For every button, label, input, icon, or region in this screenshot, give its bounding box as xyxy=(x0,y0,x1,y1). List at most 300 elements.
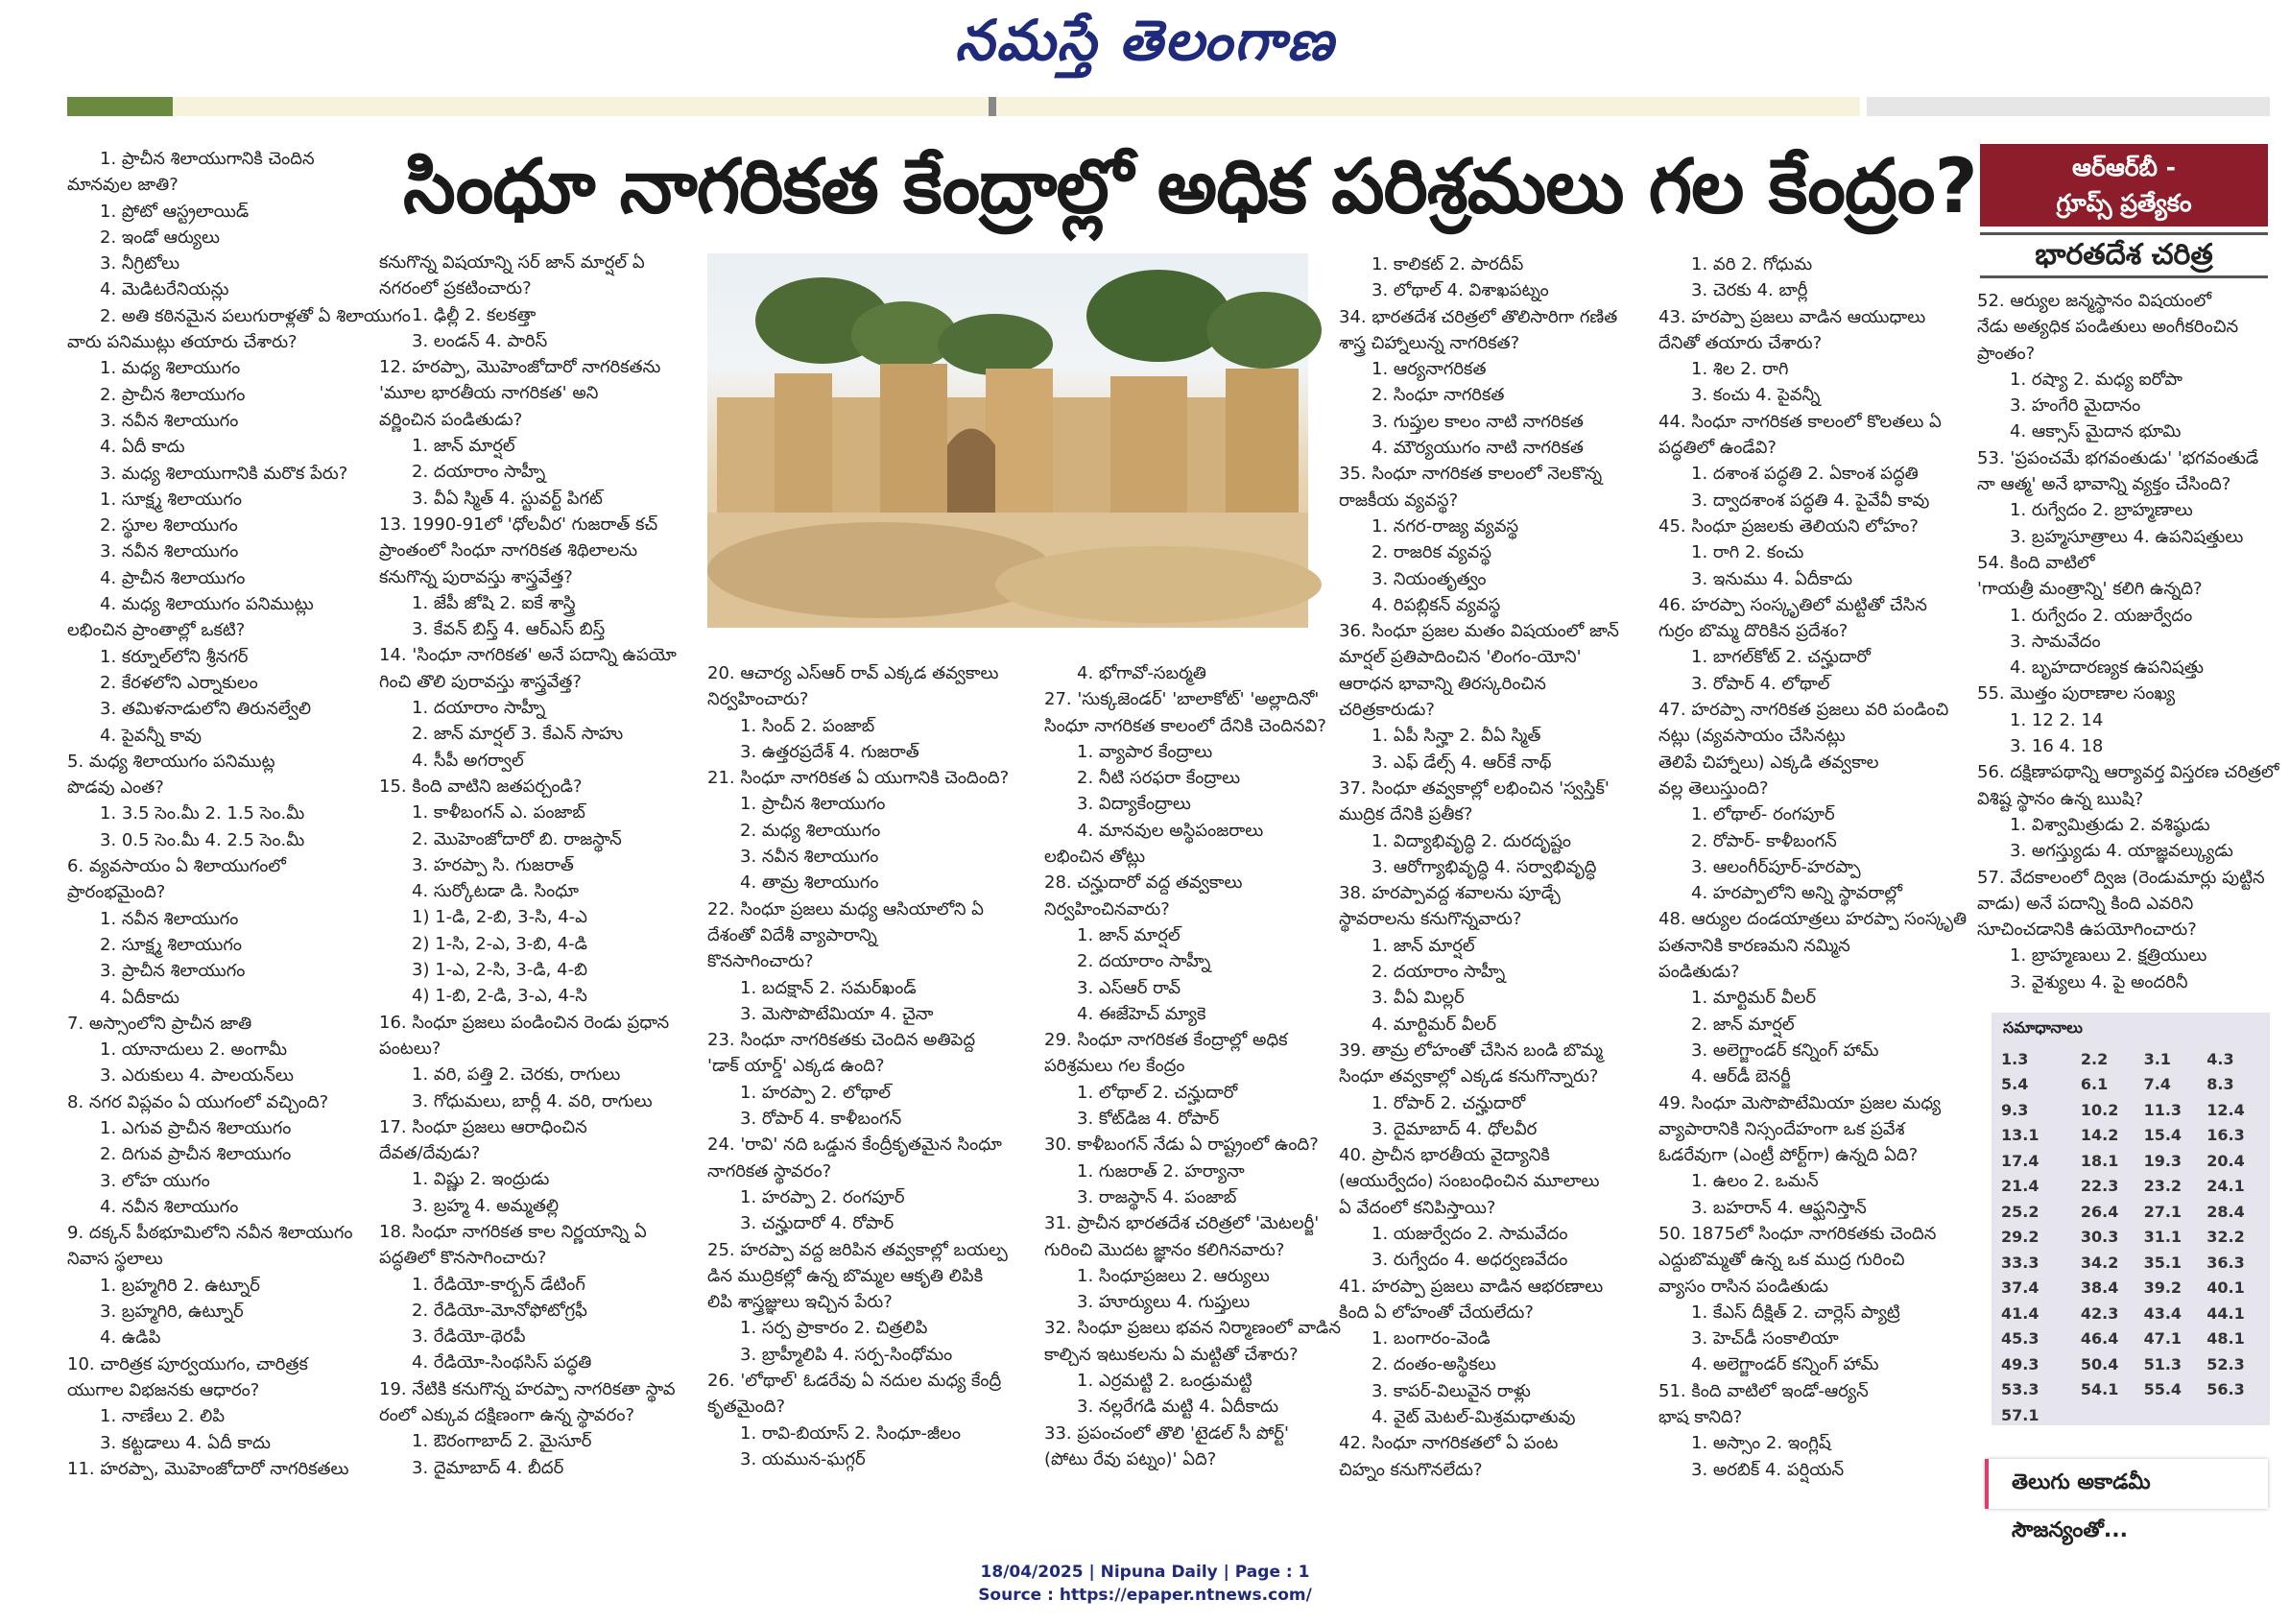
question-line: నివాస స్థలాలు xyxy=(67,1249,163,1270)
answer-row xyxy=(2001,1301,2270,1326)
question-line: పంటలు? xyxy=(379,1038,441,1059)
question-line: 3. గోధుమలు, బార్లీ 4. వరి, రాగులు xyxy=(412,1090,653,1111)
answer-cell: 5.4 xyxy=(2001,1075,2029,1094)
question-line: నా ఆత్మ' అనే భావాన్ని వ్యక్తం చేసింది? xyxy=(1977,474,2231,495)
question-line: 1. కాళీబంగన్ ఎ. పంజాబ్ xyxy=(412,802,585,824)
question-line: 3. ద్వాదశాంశ పద్ధతి 4. పైవేవీ కావు xyxy=(1691,490,1930,511)
question-line: 1. విశ్వామిత్రుడు 2. వశిష్ఠుడు xyxy=(2010,814,2210,835)
question-line: 3. బ్రహ్మసూత్రాలు 4. ఉపనిషత్తులు xyxy=(2010,526,2244,547)
question-line: 2. జాన్ మార్షల్ 3. కేఎన్ సాహు xyxy=(412,724,624,745)
section-tag-line1: ఆర్‌ఆర్‌బీ - xyxy=(2072,154,2176,181)
question-line: సూచించడానికి ఉపయోగించారు? xyxy=(1977,919,2197,941)
question-line: 4. ప్రాచీన శిలాయుగం xyxy=(100,567,246,588)
question-line: 1. కాలికట్ 2. పారదీప్ xyxy=(1372,254,1524,275)
question-line: 1. నవీన శిలాయుగం xyxy=(100,908,239,929)
question-line: 1. యజుర్వేదం 2. సామవేదం xyxy=(1372,1223,1568,1244)
question-line: నట్లు (వ్యవసాయం చేసినట్లు xyxy=(1658,726,1846,747)
question-line: 57. వేదకాలంలో ద్విజ (రెండుమార్లు పుట్టిన xyxy=(1977,867,2265,888)
question-line: 26. 'లోథాల్' ఓడరేవు ఏ నదుల మధ్య కేంద్రీ xyxy=(707,1371,1002,1392)
credit-box: తెలుగు అకాడమీ సౌజన్యంతో... xyxy=(1985,1459,2268,1509)
answer-row xyxy=(2001,1123,2270,1149)
question-line: మానవుల జాతి? xyxy=(67,175,179,196)
question-line: 3. ప్రాచీన శిలాయుగం xyxy=(100,961,246,982)
question-line: ప్రాంతంలో సింధూ నాగరికత శిథిలాలను xyxy=(379,540,638,561)
question-line: పొడవు ఎంత? xyxy=(67,777,164,799)
question-line: 3. దైమాబాద్ 4. బీదర్ xyxy=(412,1457,564,1478)
question-line: 1. ఉలం 2. ఒమన్ xyxy=(1691,1171,1819,1192)
question-line: వ్యాసం రాసిన పండితుడు xyxy=(1658,1276,1828,1297)
question-line: ఏ వేదంలో కనిపిస్తాయి? xyxy=(1339,1197,1496,1218)
question-line: 3. ఎఫ్ డేల్స్ 4. ఆర్‌కే నాథ్ xyxy=(1372,752,1552,773)
question-line: 1. గుజరాత్ 2. హర్యానా xyxy=(1077,1160,1245,1182)
question-line: 3. బహరాన్ 4. ఆఫ్ఘనిస్తాన్ xyxy=(1691,1197,1867,1218)
answer-row xyxy=(2001,1402,2270,1428)
answer-cell: 11.3 xyxy=(2143,1100,2183,1119)
answer-row xyxy=(2001,1225,2270,1251)
answer-cell: 57.1 xyxy=(2001,1405,2040,1424)
question-line: కొనసాగించారు? xyxy=(707,951,814,972)
question-line: 3. హరప్పా సి. గుజరాత్ xyxy=(412,854,574,875)
footer-source: Source : https://epaper.ntnews.com/ xyxy=(978,1586,1312,1605)
answer-cell: 1.3 xyxy=(2001,1049,2029,1068)
question-line: ఆరాధన భావాన్ని తిరస్కరించిన xyxy=(1339,673,1546,694)
answer-cell: 23.2 xyxy=(2143,1177,2183,1196)
question-line: 1. మార్టిమర్ వీలర్ xyxy=(1691,988,1817,1009)
question-line: 48. ఆర్యుల దండయాత్రలు హరప్పా సంస్కృతి xyxy=(1658,909,1968,930)
question-column-6 xyxy=(1658,251,1975,1528)
question-line: 1. యానాదులు 2. అంగామీ xyxy=(100,1039,288,1061)
question-line: 34. భారతదేశ చరిత్రలో తొలిసారిగా గణిత xyxy=(1339,306,1618,327)
question-line: 1. ప్రాచీన శిలాయుగానికి చెందిన xyxy=(100,149,315,169)
question-line: ప్రారంభమైంది? xyxy=(67,882,166,903)
question-line: 2. రాజరిక వ్యవస్థ xyxy=(1372,542,1491,563)
question-line: 29. సింధూ నాగరికత కేంద్రాల్లో అధిక xyxy=(1044,1030,1288,1051)
question-line: 1. వరి 2. గోధుమ xyxy=(1691,254,1813,275)
question-line: 4. మౌర్యయుగం నాటి నాగరికత xyxy=(1372,438,1584,459)
answer-cell: 51.3 xyxy=(2143,1354,2183,1373)
question-line: 19. నేటికి కనుగొన్న హరప్పా నాగరికతా స్థావ xyxy=(379,1378,676,1399)
question-line: 3. బ్రహ్మగిరి, ఉట్నూర్ xyxy=(100,1302,244,1323)
question-line: 33. ప్రపంచంలో తొలి 'టైడల్ సీ పోర్ట్' xyxy=(1044,1422,1289,1444)
question-line: సింధూ నాగరికత కాలంలో దేనికి చెందినవి? xyxy=(1044,715,1326,736)
question-line: 3. నీగ్రిటోలు xyxy=(100,253,180,275)
answer-cell: 10.2 xyxy=(2080,1100,2119,1119)
question-line: 2. ప్రాచీన శిలాయుగం xyxy=(100,384,246,405)
answer-cell: 3.1 xyxy=(2143,1049,2171,1068)
header-band-cream-2 xyxy=(996,97,1860,116)
question-line: 1. ఎగువ ప్రాచీన శిలాయుగం xyxy=(100,1117,292,1138)
question-line: 2. సూక్ష్మ శిలాయుగం xyxy=(100,934,242,955)
question-line: 2. దయారాం సాహ్నీ xyxy=(412,462,546,483)
question-line: 1. బ్రహ్మగిరి 2. ఉట్నూర్ xyxy=(100,1275,260,1296)
question-line: 1. వ్యాపార కేంద్రాలు xyxy=(1077,741,1213,762)
fort-photo xyxy=(707,253,1308,628)
page-headline: సింధూ నాగరికత కేంద్రాల్లో అధిక పరిశ్రమలు గల కేంద్రం? xyxy=(403,144,1977,230)
question-line: 1. ప్రాచీన శిలాయుగం xyxy=(740,794,886,815)
question-line: 3. సామవేదం xyxy=(2010,631,2101,652)
question-line: చరిత్రకారుడు? xyxy=(1339,700,1435,721)
answer-row xyxy=(2001,1377,2270,1403)
question-line: 44. సింధూ నాగరికత కాలంలో కొలతలు ఏ xyxy=(1658,411,1942,432)
question-line: స్థావరాలను కనుగొన్నవారు? xyxy=(1339,909,1522,930)
question-line: 'డాక్ యార్డ్' ఎక్కడ ఉంది? xyxy=(707,1056,885,1077)
question-line: 1. సింధూప్రజలు 2. ఆర్యులు xyxy=(1077,1265,1270,1286)
question-line: 17. సింధూ ప్రజలు ఆరాధించిన xyxy=(379,1116,587,1137)
question-line: 3. హంగేరి మైదానం xyxy=(2010,395,2141,417)
question-line: 3. కేవన్ బిస్త్ 4. ఆర్ఎస్ బిస్త్ xyxy=(412,619,606,640)
question-line: 14. 'సింధూ నాగరికత' అనే పదాన్ని ఉపయో xyxy=(379,645,677,666)
answer-cell: 37.4 xyxy=(2001,1278,2040,1298)
question-line: 3. ఎరుకులు 4. పాలయన్‌లు xyxy=(100,1065,294,1087)
question-line: 4. వైట్ మెటల్-మిశ్రమధాతువు xyxy=(1372,1407,1576,1428)
question-line: 2) 1-సి, 2-ఎ, 3-బి, 4-డి xyxy=(412,933,587,954)
answers-title: సమాధానాలు xyxy=(2003,1018,2083,1037)
question-line: కాల్చిన ఇటుకలను ఏ మట్టితో చేశారు? xyxy=(1044,1344,1299,1365)
question-line: 4. రేడియో-సింథసిస్ పద్ధతి xyxy=(412,1352,592,1373)
question-line: ఓడరేవుగా (ఎంట్రీ పోర్ట్‌గా) ఉన్నది ఏది? xyxy=(1658,1145,1919,1166)
question-line: 4. ఏదీ కాదు xyxy=(100,437,185,458)
question-line: 1. బంగారం-వెండి xyxy=(1372,1328,1491,1349)
question-line: 9. దక్కన్ పీఠభూమిలోని నవీన శిలాయుగం xyxy=(67,1223,353,1244)
answer-cell: 56.3 xyxy=(2207,1380,2245,1399)
question-line: 1. జాన్ మార్షల్ xyxy=(412,436,515,457)
question-line: వల్ల తెలుస్తుంది? xyxy=(1658,777,1769,799)
question-line: 3. బ్రహ్మ 4. అమ్మతల్లి xyxy=(412,1195,560,1216)
question-line: 1. కేఎస్ దీక్షిత్ 2. చార్లెస్ ప్యాట్రి xyxy=(1691,1302,1900,1323)
masthead xyxy=(0,8,2290,84)
question-line: 28. చన్హుదారో వద్ద తవ్వకాలు xyxy=(1044,872,1243,894)
question-line: 3. నవీన శిలాయుగం xyxy=(100,541,239,562)
question-line: 3. చెరకు 4. బార్లీ xyxy=(1691,280,1808,301)
question-line: 1. బాగల్‌కోట్ 2. చన్హుదారో xyxy=(1691,647,1872,668)
question-line: 1. లోథాల్ 2. చన్హుదారో xyxy=(1077,1082,1238,1103)
question-line: 53. 'ప్రపంచమే భగవంతుడు' 'భగవంతుడే xyxy=(1977,447,2259,468)
answers-box xyxy=(1992,1013,2270,1425)
header-band-green xyxy=(67,97,173,116)
question-line: 2. స్థూల శిలాయుగం xyxy=(100,515,238,537)
footer xyxy=(0,1561,2290,1607)
question-line: 1. జాన్ మార్షల్ xyxy=(1077,924,1181,945)
question-line: 4. మధ్య శిలాయుగం పనిముట్లు xyxy=(100,594,314,615)
question-line: నాగరికత స్థావరం? xyxy=(707,1160,832,1182)
question-line: 1. ఢిల్లీ 2. కలకత్తా xyxy=(412,304,537,325)
question-line: 2. దిగువ ప్రాచీన శిలాయుగం xyxy=(100,1144,292,1165)
answer-cell: 14.2 xyxy=(2080,1126,2119,1145)
answer-cell: 8.3 xyxy=(2207,1075,2234,1094)
question-line: 3. బ్రాహ్మీలిపి 4. సర్ప-సింధోమం xyxy=(740,1344,953,1365)
question-line: 30. కాళీబంగన్ నేడు ఏ రాష్ట్రంలో ఉంది? xyxy=(1044,1134,1319,1156)
question-line: తెలిపే చిహ్నాలు) ఎక్కడి తవ్వకాల xyxy=(1658,752,1879,773)
question-line: 1. రుగ్వేదం 2. బ్రాహ్మణాలు xyxy=(2010,500,2193,521)
question-line: 3. లోహ యుగం xyxy=(100,1170,210,1191)
question-line: డిన ముద్రికల్లో ఉన్న బొమ్మల ఆకృతి లిపికి xyxy=(707,1265,984,1286)
question-line: 1. ఎర్రమట్టి 2. ఒండ్రుమట్టి xyxy=(1077,1371,1252,1392)
question-line: 2. దంతం-అస్థికలు xyxy=(1372,1354,1496,1375)
question-line: శాస్త్ర చిహ్నాలున్న నాగరికత? xyxy=(1339,332,1520,353)
question-line: 3. వీఏ మిల్లర్ xyxy=(1372,988,1465,1009)
question-line: 47. హరప్పా నాగరికత ప్రజలు వరి పండించి xyxy=(1658,700,1949,721)
question-line: 37. సింధూ తవ్వకాల్లో లభించిన 'స్వస్తిక్' xyxy=(1339,777,1610,799)
question-line: కనుగొన్న విషయాన్ని సర్ జాన్ మార్షల్ ఏ xyxy=(379,252,645,273)
question-line: 1. ఆర్యనాగరికత xyxy=(1372,359,1487,380)
question-line: 2. దయారాం సాహ్నీ xyxy=(1077,951,1211,972)
question-line: 4. ఉడిపి xyxy=(100,1327,161,1349)
answer-row xyxy=(2001,1326,2270,1352)
question-line: 4. బృహదారణ్యక ఉపనిషత్తు xyxy=(2010,657,2204,679)
question-line: 12. హరప్పా, మొహెంజోదారో నాగరికతను xyxy=(379,357,661,378)
footer-dateline: 18/04/2025 | Nipuna Daily | Page : 1 xyxy=(980,1563,1310,1582)
question-line: 27. 'సుక్కజెండర్' 'బాలాకోట్' 'అల్లాదినో' xyxy=(1044,689,1320,710)
question-line: 3. హూర్యులు 4. గుప్తులు xyxy=(1077,1292,1251,1313)
answer-cell: 27.1 xyxy=(2143,1202,2183,1221)
answer-cell: 18.1 xyxy=(2080,1151,2119,1170)
question-line: 5. మధ్య శిలాయుగం పనిముట్ల xyxy=(67,751,275,772)
question-line: పద్ధతిలో ఉండేవి? xyxy=(1658,438,1777,459)
section-subtitle: భారతదేశ చరిత్ర xyxy=(1980,232,2268,278)
question-line: 41. హరప్పా ప్రజలు వాడిన ఆభరణాలు xyxy=(1339,1276,1604,1297)
answer-cell: 38.4 xyxy=(2080,1278,2119,1298)
question-line: 1. రుగ్వేదం 2. యజుర్వేదం xyxy=(2010,605,2193,626)
question-line: 15. కింది వాటిని జతపర్చండి? xyxy=(379,776,583,797)
answer-cell: 45.3 xyxy=(2001,1329,2040,1349)
question-line: 55. మొత్తం పురాణాల సంఖ్య xyxy=(1977,683,2176,705)
question-line: 38. హరప్పావద్ద శవాలను పూడ్చే xyxy=(1339,883,1561,904)
question-line: 1. వరి, పత్తి 2. చెరకు, రాగులు xyxy=(412,1064,621,1086)
question-line: 3. అగస్త్యుడు 4. యాజ్ఞవల్క్యుడు xyxy=(2010,841,2233,862)
question-line: పద్ధతిలో కొనసాగించారు? xyxy=(379,1248,547,1269)
question-line: 4) 1-బి, 2-డి, 3-ఎ, 4-సి xyxy=(412,986,587,1007)
answer-cell: 4.3 xyxy=(2207,1049,2234,1068)
question-line: 54. కింది వాటిలో xyxy=(1977,552,2095,573)
question-line: 31. ప్రాచీన భారతదేశ చరిత్రలో 'మెటలర్జీ' xyxy=(1044,1213,1320,1234)
answer-cell: 15.4 xyxy=(2143,1126,2183,1145)
answer-cell: 20.4 xyxy=(2207,1151,2245,1170)
question-line: 1. జేపీ జోషి 2. ఐకే శాస్త్రి xyxy=(412,592,576,613)
question-line: 1. విష్ణు 2. ఇంద్రుడు xyxy=(412,1169,550,1190)
question-line: 2. రోపార్- కాళీబంగన్ xyxy=(1691,830,1837,851)
answer-row xyxy=(2001,1199,2270,1225)
question-line: 3. ఎస్ఆర్ రావ్ xyxy=(1077,977,1181,998)
question-line: 1. ప్రోటో ఆస్ట్రలాయిడ్ xyxy=(100,201,250,222)
question-line: 4. హరప్పాలోని అన్ని స్థావరాల్లో xyxy=(1691,883,1902,904)
question-line: 1. సర్ప ప్రాకారం 2. చిత్రలిపి xyxy=(740,1318,928,1339)
question-column-7 xyxy=(1977,288,2279,998)
answer-cell: 25.2 xyxy=(2001,1202,2040,1221)
question-line: 52. ఆర్యుల జన్మస్థానం విషయంలో xyxy=(1977,291,2212,311)
question-line: 2. మొహెంజోదారో బి. రాజస్థాన్ xyxy=(412,828,622,849)
question-line: 6. వ్యవసాయం ఏ శిలాయుగంలో xyxy=(67,856,286,877)
answer-cell: 52.3 xyxy=(2207,1354,2245,1373)
question-line: నగరంలో ప్రకటించారు? xyxy=(379,278,532,299)
question-line: 3. లోథాల్ 4. విశాఖపట్నం xyxy=(1372,280,1549,301)
question-line: 3. అరబిక్ 4. పర్షియన్ xyxy=(1691,1459,1845,1480)
question-line: కింది ఏ లోహంతో చేయలేదు? xyxy=(1339,1302,1534,1323)
answer-cell: 29.2 xyxy=(2001,1228,2040,1247)
answer-cell: 26.4 xyxy=(2080,1202,2119,1221)
question-line: రంలో ఎక్కువ దక్షిణంగా ఉన్న స్థావరం? xyxy=(379,1405,635,1426)
question-line: 'గాయత్రీ మంత్రాన్ని' కలిగి ఉన్నది? xyxy=(1977,579,2203,600)
fort-illustration xyxy=(707,253,1308,628)
question-line: 1. రోపార్ 2. చన్హుదారో xyxy=(1372,1092,1526,1113)
question-line: 3. నవీన శిలాయుగం xyxy=(740,847,879,868)
question-line: గురించి మొదట జ్ఞానం కలిగినవారు? xyxy=(1044,1239,1285,1260)
question-line: గించి తొలి పురావస్తు శాస్త్రవేత్త? xyxy=(379,671,582,692)
question-line: 4. ఏదీకాదు xyxy=(100,987,179,1008)
answer-cell: 36.3 xyxy=(2207,1253,2245,1272)
question-line: 3. ఆరోగ్యాభివృద్ధి 4. సర్వాభివృద్ధి xyxy=(1372,856,1597,877)
question-line: 1. జాన్ మార్షల్ xyxy=(1372,935,1475,956)
question-line: 1. 3.5 సెం.మీ 2. 1.5 సెం.మీ xyxy=(100,803,305,824)
question-line: వ్యాపారానికి నిస్సందేహంగా ఒక ప్రవేశ xyxy=(1658,1118,1905,1139)
answer-row xyxy=(2001,1148,2270,1174)
question-line: 2. ఇండో ఆర్యులు xyxy=(100,227,220,248)
answer-cell: 49.3 xyxy=(2001,1354,2040,1373)
answer-cell: 32.2 xyxy=(2207,1228,2245,1247)
question-line: వారు పనిముట్లు తయారు చేశారు? xyxy=(67,332,298,353)
question-line: 4. మానవుల అస్థిపంజరాలు xyxy=(1077,820,1264,841)
question-line: 'మూల భారతీయ నాగరికత' అని xyxy=(379,383,599,404)
question-line: విశిష్ట స్థానం ఉన్న ఋషి? xyxy=(1977,788,2144,809)
answer-cell: 30.3 xyxy=(2080,1228,2119,1247)
answer-row xyxy=(2001,1046,2270,1072)
question-line: 45. సింధూ ప్రజలకు తెలియని లోహం? xyxy=(1658,515,1919,537)
question-line: 1. బదక్షాన్ 2. సమర్‌ఖండ్ xyxy=(740,977,917,998)
question-line: 4. ఈజేహెచ్ మ్యాకె xyxy=(1077,1003,1206,1024)
answer-cell: 28.4 xyxy=(2207,1202,2245,1221)
question-line: 1. ఏపీ సిన్హా 2. వీఏ స్మిత్ xyxy=(1372,726,1541,747)
question-line: 4. మెడిటరేనియన్లు xyxy=(100,279,229,300)
question-column-3 xyxy=(707,660,1038,1524)
answer-cell: 35.1 xyxy=(2143,1253,2183,1272)
question-line: నేడు అత్యధిక పండితులు అంగీకరించిన xyxy=(1977,317,2239,338)
question-line: 1. సింద్ 2. పంజాబ్ xyxy=(740,715,875,736)
question-line: 3. కాపర్-విలువైన రాళ్లు xyxy=(1372,1380,1531,1401)
question-line: 22. సింధూ ప్రజలు మధ్య ఆసియాలోని ఏ xyxy=(707,898,984,919)
question-line: వర్ణించిన పండితుడు? xyxy=(379,409,523,430)
question-line: 24. 'రావి' నది ఒడ్డున కేంద్రీకృతమైన సింధూ xyxy=(707,1134,1002,1156)
question-line: 7. అస్సాంలోని ప్రాచీన జాతి xyxy=(67,1013,252,1034)
question-line: దేశంతో విదేశీ వ్యాపారాన్ని xyxy=(707,924,877,945)
question-line: 4. భోగావో-సబర్మతి xyxy=(1077,663,1206,683)
answers-table xyxy=(2001,1046,2270,1428)
answer-cell: 31.1 xyxy=(2143,1228,2183,1247)
answer-cell: 13.1 xyxy=(2001,1126,2040,1145)
answer-row xyxy=(2001,1351,2270,1377)
question-line: 16. సింధూ ప్రజలు పండించిన రెండు ప్రధాన xyxy=(379,1012,670,1033)
question-line: దేనితో తయారు చేశారు? xyxy=(1658,332,1823,353)
question-line: 3. గుప్తుల కాలం నాటి నాగరికత xyxy=(1372,411,1584,432)
answer-cell xyxy=(2081,1402,2144,1428)
question-line: 3. రోపార్ 4. కాళీబంగన్ xyxy=(740,1109,902,1130)
question-line: 25. హరప్పా వద్ద జరిపిన తవ్వకాల్లో బయల్ప xyxy=(707,1239,1008,1260)
answer-cell: 43.4 xyxy=(2143,1303,2183,1323)
question-line: 2. కేరళలోని ఎర్నాకులం xyxy=(100,672,258,693)
question-line: కనుగొన్న పురావస్తు శాస్త్రవేత్త? xyxy=(379,566,573,587)
question-line: 4. తామ్ర శిలాయుగం xyxy=(740,872,879,894)
answer-cell: 19.3 xyxy=(2143,1151,2183,1170)
question-line: 40. ప్రాచీన భారతీయ వైద్యానికి xyxy=(1339,1145,1550,1166)
question-line: 3. 0.5 సెం.మీ 4. 2.5 సెం.మీ xyxy=(100,829,305,850)
question-line: 1. హరప్పా 2. రంగపూర్ xyxy=(740,1186,905,1207)
question-line: 2. రేడియో-మోనోఫోటోగ్రఫీ xyxy=(412,1300,587,1321)
answer-cell: 39.2 xyxy=(2143,1278,2183,1298)
answer-row xyxy=(2001,1097,2270,1123)
question-line: 3. వైశ్యులు 4. పై అందరినీ xyxy=(2010,971,2188,992)
question-line: 18. సింధూ నాగరికత కాల నిర్ణయాన్ని ఏ xyxy=(379,1221,647,1242)
question-line: 4. సుర్కోటడా డి. సింధూ xyxy=(412,881,579,902)
question-line: 2. దయారాం సాహ్నీ xyxy=(1372,962,1506,983)
answer-cell: 42.3 xyxy=(2080,1303,2119,1323)
answer-cell: 50.4 xyxy=(2080,1354,2119,1373)
question-line: 8. నగర విప్లవం ఏ యుగంలో వచ్చింది? xyxy=(67,1091,329,1112)
question-line: 1. సూక్ష్మ శిలాయుగం xyxy=(100,489,242,510)
answer-cell: 16.3 xyxy=(2207,1126,2245,1145)
question-line: 39. తామ్ర లోహంతో చేసిన బండి బొమ్మ xyxy=(1339,1039,1604,1061)
question-line: 1) 1-డి, 2-బి, 3-సి, 4-ఎ xyxy=(412,907,587,928)
question-line: 4. ఆర్‌డీ బెనర్జీ xyxy=(1691,1066,1791,1087)
question-line: 1. హరప్పా 2. లోథాల్ xyxy=(740,1082,892,1103)
answer-cell: 33.3 xyxy=(2001,1253,2040,1272)
question-line: 13. 1990-91లో 'ధోలవీర' గుజరాత్ కచ్ xyxy=(379,513,658,535)
question-line: 1. లోథాల్- రంగపూర్ xyxy=(1691,804,1835,825)
question-line: 3) 1-ఎ, 2-సి, 3-డి, 4-బి xyxy=(412,960,587,981)
question-line: 1. శిల 2. రాగి xyxy=(1691,359,1789,380)
question-line: కృతమైంది? xyxy=(707,1397,786,1418)
answer-cell: 54.1 xyxy=(2080,1380,2119,1399)
question-line: 1. నాణేలు 2. లిపి xyxy=(100,1406,226,1427)
question-line: ప్రాంతం? xyxy=(1977,343,2036,364)
question-line: 11. హరప్పా, మొహెంజోదారో నాగరికతలు xyxy=(67,1458,349,1479)
answer-cell: 9.3 xyxy=(2001,1100,2029,1119)
question-line: 10. చారిత్రక పూర్వయుగం, చారిత్రక xyxy=(67,1353,308,1374)
question-line: ఎద్దుబొమ్మతో ఉన్న ఒక ముద్ర గురించి xyxy=(1658,1250,1905,1271)
question-line: 46. హరప్పా సంస్కృతిలో మట్టితో చేసిన xyxy=(1658,594,1927,615)
header-band-divider xyxy=(989,97,996,116)
answer-row xyxy=(2001,1276,2270,1302)
question-line: 3. అలెగ్జాండర్ కన్నింగ్ హామ్ xyxy=(1691,1039,1879,1061)
answer-cell xyxy=(2144,1402,2207,1428)
question-line: 1. రేడియో-కార్బన్ డేటింగ్ xyxy=(412,1274,585,1295)
answer-cell: 47.1 xyxy=(2143,1329,2183,1349)
question-line: 3. కోట్‌డిజ 4. రోపార్ xyxy=(1077,1109,1220,1130)
question-line: 4. నవీన శిలాయుగం xyxy=(100,1196,239,1217)
question-line: 3. ఇనుము 4. ఏదీకాదు xyxy=(1691,568,1853,589)
question-line: మార్షల్ ప్రతిపాదించిన 'లింగం-యోని' xyxy=(1339,647,1582,668)
question-line: 3. విద్యాకేంద్రాలు xyxy=(1077,794,1191,815)
question-line: దేవత/దేవుడు? xyxy=(379,1143,481,1164)
question-line: 4. పైవన్నీ కావు xyxy=(100,725,202,746)
question-line: 23. సింధూ నాగరికతకు చెందిన అతిపెద్ద xyxy=(707,1030,976,1051)
answer-cell: 48.1 xyxy=(2207,1329,2245,1349)
question-line: 20. ఆచార్య ఎస్ఆర్ రావ్ ఎక్కడ తవ్వకాలు xyxy=(707,663,999,683)
section-tag xyxy=(1980,144,2268,227)
question-line: 3. నవీన శిలాయుగం xyxy=(100,410,239,431)
question-line: 1. కర్నూల్‌లోని శ్రీనగర్ xyxy=(100,646,249,667)
question-line: 3. హెచ్‌డీ సంకాలియా xyxy=(1691,1328,1839,1349)
question-line: 4. మార్టిమర్ వీలర్ xyxy=(1372,1014,1497,1035)
question-column-2 xyxy=(379,250,691,1526)
question-line: 1. 12 2. 14 xyxy=(2010,709,2104,730)
question-line: 3. ఆలంగీర్‌పూర్-హరప్పా xyxy=(1691,856,1861,877)
question-line: 35. సింధూ నాగరికత కాలంలో నెలకొన్న xyxy=(1339,464,1603,485)
section-tag-line2: గ్రూప్స్ ప్రత్యేకం xyxy=(2056,189,2192,217)
question-line: లభించిన ప్రాంతాల్లో ఒకటి? xyxy=(67,620,246,641)
question-line: 3. రుగ్వేదం 4. అధర్వణవేదం xyxy=(1372,1250,1568,1271)
answer-cell: 53.3 xyxy=(2001,1380,2040,1399)
answer-cell: 55.4 xyxy=(2143,1380,2183,1399)
question-line: 3. కంచు 4. పైవన్నీ xyxy=(1691,385,1821,406)
question-line: 1. విద్యాభివృద్ధి 2. దురదృష్టం xyxy=(1372,830,1572,851)
